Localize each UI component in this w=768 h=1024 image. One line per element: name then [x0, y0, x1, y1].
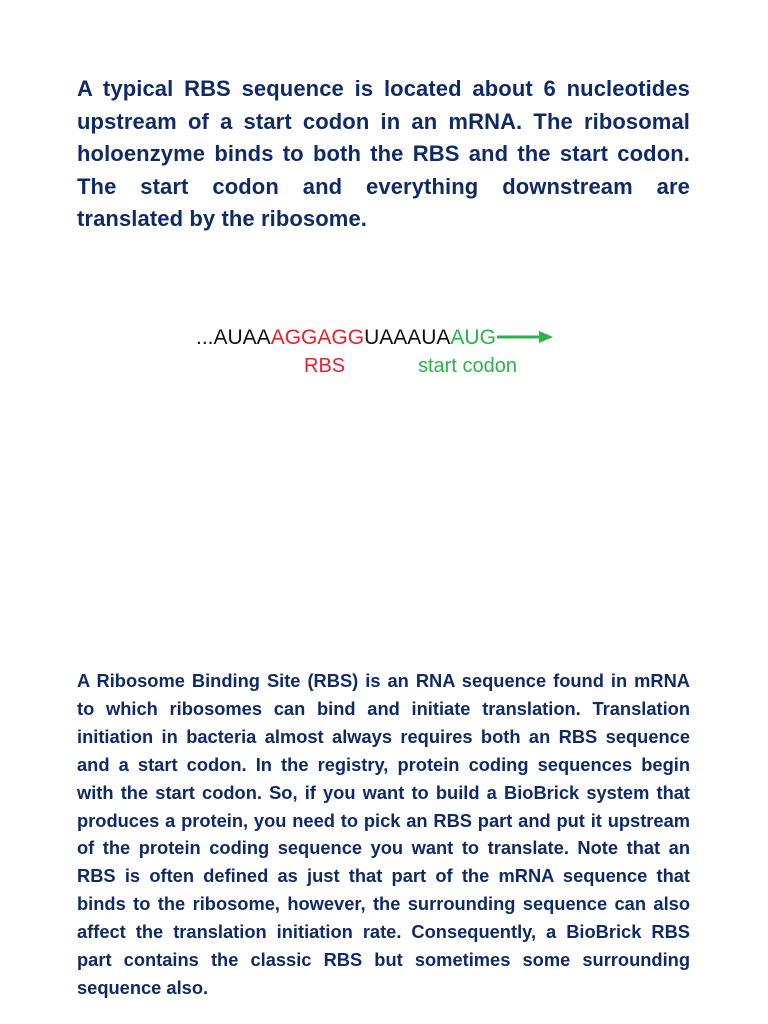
start-codon-label: start codon: [418, 355, 517, 377]
sequence-prefix: ...AUAA: [196, 326, 271, 349]
spacer-sequence: UAAAUA: [364, 326, 451, 349]
rbs-label: RBS: [304, 355, 346, 377]
start-codon-sequence: AUG: [450, 326, 496, 349]
mrna-sequence: [196, 322, 553, 354]
arrow-right-icon: [497, 322, 553, 354]
rbs-sequence: AGGAGG: [270, 326, 365, 349]
rbs-sequence-diagram: [196, 322, 576, 392]
body-paragraph: A Ribosome Binding Site (RBS) is an RNA sequence found in mRNA to which ribosomes can bind and initiate translation. Translation initiation in bacteria almost always requires both an RBS sequence and a start codon. In the registry, protein coding sequences begin with the start codon. So, if you want to build a BioBrick system that produces a protein, you need to pick an RBS part and put it upstream of the protein coding sequence you want to translate. Note that an RBS is often defined as just that part of the mRNA sequence that binds to the ribosome, however, the surrounding sequence can also affect the translation initiation rate. Consequently, a BioBrick RBS part contains the classic RBS but sometimes some surrounding sequence also.: [77, 670, 690, 998]
intro-paragraph: A typical RBS sequence is located about 6 nucleotides upstream of a start codon in an mRNA. The ribosomal holoenzyme binds to both the RBS and the start codon. The start codon and everything downstream are translated by the ribosome.: [77, 76, 690, 232]
